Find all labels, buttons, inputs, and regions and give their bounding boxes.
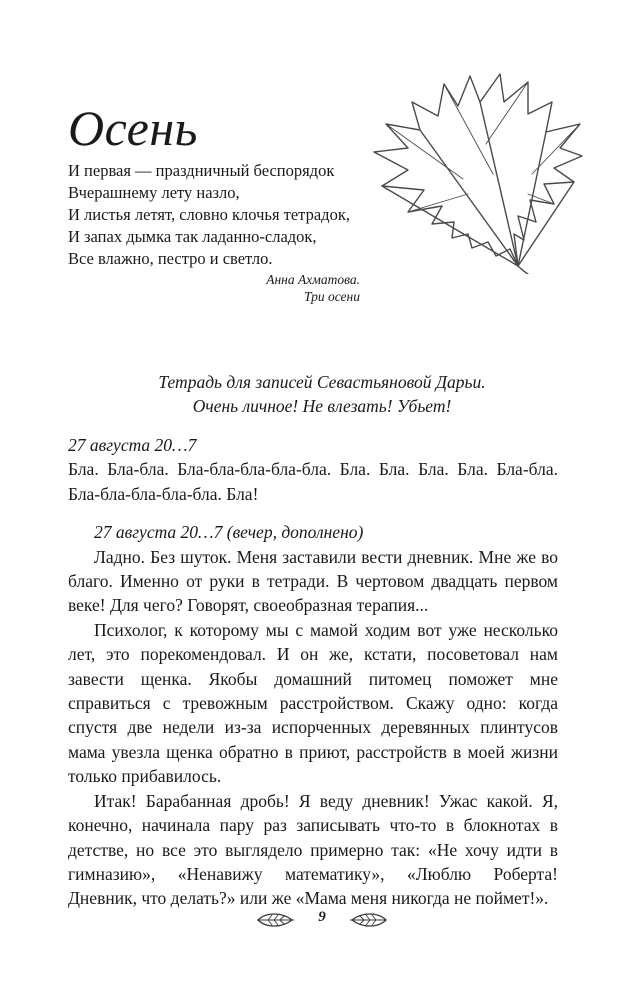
notebook-caption-line: Очень личное! Не влезать! Убьет! bbox=[192, 396, 452, 416]
epigraph-line: Все влажно, пестро и светло. bbox=[68, 249, 273, 268]
leaf-vein bbox=[408, 194, 468, 212]
leaf-vein bbox=[486, 82, 528, 144]
entry-date: 27 августа 20…7 bbox=[68, 435, 197, 455]
page-footer bbox=[0, 905, 644, 935]
leaf-ornament-icon bbox=[256, 911, 296, 929]
notebook-caption bbox=[60, 370, 584, 418]
entry-paragraph: Бла. Бла-бла. Бла-бла-бла-бла-бла. Бла. Бла. Бла. Бла. Бла-бла. Бла-бла-бла-бла-бла. Бла! bbox=[68, 459, 558, 504]
leaf-vein bbox=[480, 102, 518, 266]
leaf-stem bbox=[518, 266, 550, 274]
epigraph-source: Три осени bbox=[303, 289, 360, 304]
entry-date: 27 августа 20…7 (вечер, дополнено) bbox=[94, 522, 364, 543]
leaf-vein bbox=[382, 186, 518, 266]
epigraph-line: И первая — праздничный беспорядок bbox=[68, 161, 335, 180]
leaf-vein bbox=[386, 124, 463, 179]
page-number: 9 bbox=[318, 909, 326, 925]
epigraph-attribution bbox=[180, 271, 360, 305]
epigraph bbox=[68, 160, 398, 270]
maple-leaf-icon bbox=[368, 44, 590, 274]
entry-paragraph: Ладно. Без шуток. Меня заставили вести дневник. Мне же во благо. Именно от руки в тетради. В чертовом двадцать первом веке! Для чего? Говорят, своеобразная терапия... bbox=[68, 546, 558, 616]
epigraph-line: Вчерашнему лету назло, bbox=[68, 183, 240, 202]
leaf-vein bbox=[420, 130, 518, 266]
notebook-caption-line: Тетрадь для записей Севастьяновой Дарьи. bbox=[158, 372, 486, 392]
entry-paragraph: Психолог, к которому мы с мамой ходим вот уже несколько лет, это порекомендовал. И он же, кстати, посоветовал нам завести щенка. Якобы домашний питомец поможет мне справиться с тревожным расстройством. Скажу одно: когда спустя две недели из-за испорченных деревянных плинтусов мама увезла щенка обратно в приют, расстройств в моей жизни только прибавилось. bbox=[68, 619, 558, 787]
leaf-ornament-icon bbox=[348, 911, 388, 929]
chapter-title: Осень bbox=[68, 100, 198, 156]
entry-paragraph: Итак! Барабанная дробь! Я веду дневник! Ужас какой. Я, конечно, начинала пару раз записывать что-то в блокнотах в детстве, но все это выглядело примерно так: «Не хочу идти в гимназию», «Ненавижу математику», «Люблю Роберта! Дневник, что делать?» или же «Мама меня никогда не поймет!». bbox=[68, 790, 558, 909]
epigraph-line: И запах дымка так ладанно-сладок, bbox=[68, 227, 317, 246]
leaf-outline bbox=[374, 74, 582, 266]
epigraph-author: Анна Ахматова. bbox=[266, 272, 360, 287]
diary-body bbox=[68, 433, 558, 911]
epigraph-line: И листья летят, словно клочья тетрадок, bbox=[68, 205, 350, 224]
